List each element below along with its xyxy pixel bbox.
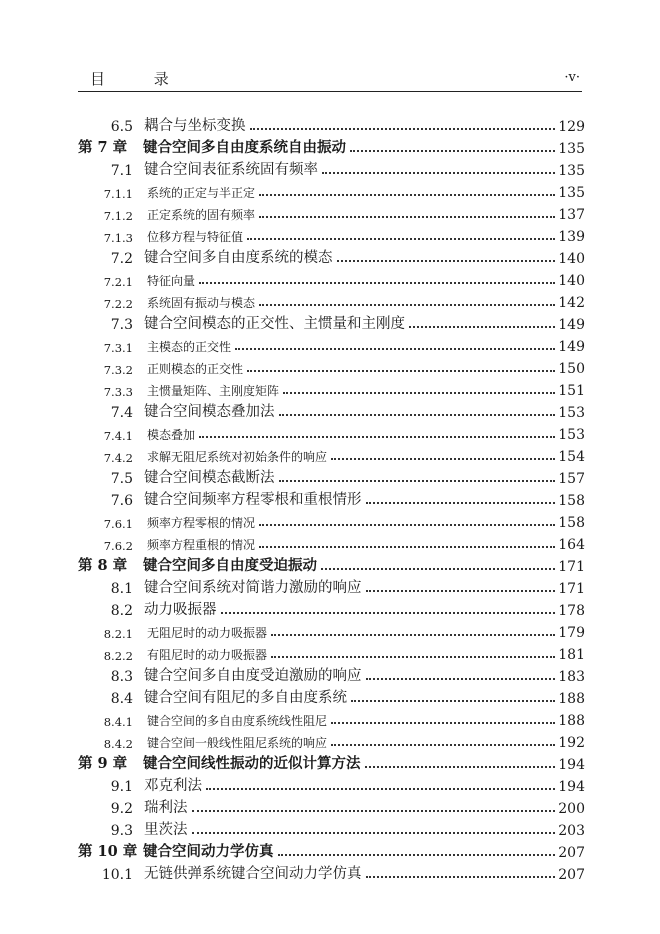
dot-leader [322,170,555,174]
toc-entry-page: 178 [558,603,585,619]
toc-entry-page: 200 [558,801,585,817]
toc-entry-number: 6.5 [110,119,133,135]
dot-leader [247,236,555,240]
toc-entry-page: 140 [558,251,585,267]
toc-chapter-row[interactable] [78,553,585,575]
toc-chapter-row[interactable] [78,751,585,773]
toc-entry-page: 153 [558,427,585,443]
toc-entry-number: 7.3.1 [103,341,133,355]
dot-leader [235,346,555,350]
toc-entry-title: 键合空间多自由度受迫激励的响应 [144,668,362,684]
toc-entry-title: 键合空间模态的正交性、主惯量和主刚度 [144,316,405,332]
toc-entry-page: 171 [558,559,585,575]
toc-entry-number: 7.1 [110,163,133,179]
dot-leader [331,720,555,724]
dot-leader [259,192,555,196]
toc-entry-title: 键合空间表征系统固有频率 [144,162,318,178]
dot-leader [221,610,556,614]
toc-entry-number: 9.3 [110,823,133,839]
toc-entry-number: 7.2.1 [103,275,133,289]
toc-entry-number: 7.1.2 [103,209,133,223]
toc-subsection-row[interactable] [78,443,585,465]
toc-section-row[interactable] [78,245,585,267]
dot-leader [350,148,555,152]
toc-entry-page: 207 [558,845,585,861]
header-rule [78,91,582,92]
toc-chapter-row[interactable] [78,135,585,157]
toc-entry-number: 7.6 [110,493,133,509]
toc-entry-number: 8.1 [110,581,133,597]
dot-leader [337,258,556,262]
toc-entry-number: 7.3.2 [103,363,133,377]
dot-leader [279,412,556,416]
dot-leader [271,632,555,636]
toc-entry-title: 系统的正定与半正定 [147,186,256,200]
toc-entry-page: 129 [558,119,585,135]
toc-entry-number: 10.1 [101,867,133,883]
toc-entry-page: 139 [558,229,585,245]
toc-entry-number: 8.2.1 [103,627,133,641]
toc-section-row[interactable] [78,795,585,817]
dot-leader [199,280,555,284]
page-number-roman: ·v· [564,70,580,85]
dot-leader [206,786,555,790]
dot-leader [278,852,556,856]
toc-entry-title: 有阻尼时的动力吸振器 [147,648,268,662]
toc-entry-page: 158 [558,515,585,531]
toc-subsection-row[interactable] [78,729,585,751]
toc-entry-page: 171 [558,581,585,597]
toc-entry-title: 无链供弹系统键合空间动力学仿真 [144,866,362,882]
toc-entry-number: 第 7 章 [78,139,128,156]
dot-leader [351,698,555,702]
toc-entry-number: 7.2.2 [103,297,133,311]
dot-leader [366,500,556,504]
toc-entry-page: 194 [558,779,585,795]
toc-entry-number: 7.3 [110,317,133,333]
dot-leader [366,588,556,592]
toc-section-row[interactable] [78,597,585,619]
toc-entry-title: 正则模态的正交性 [147,362,244,376]
toc-entry-title: 键合空间线性振动的近似计算方法 [143,755,361,772]
toc-entry-number: 8.4.2 [103,737,133,751]
toc-entry-title: 耦合与坐标变换 [144,118,246,134]
dot-leader [321,566,555,570]
dot-leader [250,126,556,130]
dot-leader [279,478,556,482]
toc-section-row[interactable] [78,861,585,883]
toc-entry-page: 137 [558,207,585,223]
toc-entry-number: 9.2 [110,801,133,817]
toc-subsection-row[interactable] [78,333,585,355]
toc-section-row[interactable] [78,399,585,421]
toc-subsection-row[interactable] [78,641,585,663]
toc-section-row[interactable] [78,311,585,333]
toc-section-row[interactable] [78,817,585,839]
toc-entry-title: 键合空间动力学仿真 [143,843,274,860]
toc-entry-page: 154 [558,449,585,465]
toc-entry-number: 7.3.3 [103,385,133,399]
toc-subsection-row[interactable] [78,421,585,443]
toc-entry-number: 9.1 [110,779,133,795]
dot-leader [247,368,555,372]
toc-subsection-row[interactable] [78,267,585,289]
toc-entry-page: 188 [558,713,585,729]
toc-entry-page: 153 [558,405,585,421]
toc-entry-number: 8.4.1 [103,715,133,729]
toc-entry-number: 7.4.1 [103,429,133,443]
toc-entry-title: 求解无阻尼系统对初始条件的响应 [147,450,328,464]
toc-subsection-row[interactable] [78,223,585,245]
toc-subsection-row[interactable] [78,179,585,201]
toc-subsection-row[interactable] [78,201,585,223]
toc-entry-title: 模态叠加 [147,428,196,442]
toc-entry-title: 键合空间多自由度受迫振动 [143,557,317,574]
toc-subsection-row[interactable] [78,289,585,311]
toc-entry-page: 142 [558,295,585,311]
toc-section-row[interactable] [78,663,585,685]
toc-entry-page: 164 [558,537,585,553]
toc-entry-number: 7.1.1 [103,187,133,201]
toc-entry-number: 第 10 章 [78,843,138,860]
toc-entry-page: 158 [558,493,585,509]
dot-leader [259,302,555,306]
toc-entry-title: 键合空间模态叠加法 [144,404,275,420]
dot-leader [366,676,556,680]
toc-entry-page: 183 [558,669,585,685]
dot-leader [259,214,555,218]
toc-entry-number: 7.1.3 [103,231,133,245]
toc-entry-title: 键合空间频率方程零根和重根情形 [144,492,362,508]
toc-entry-page: 181 [558,647,585,663]
toc-section-row[interactable] [78,685,585,707]
toc-section-row[interactable] [78,113,585,135]
table-of-contents [78,113,585,883]
toc-subsection-row[interactable] [78,707,585,729]
toc-entry-title: 键合空间有阻尼的多自由度系统 [144,690,347,706]
toc-entry-title: 键合空间一般线性阻尼系统的响应 [147,736,328,750]
toc-entry-page: 157 [558,471,585,487]
toc-entry-number: 7.6.2 [103,539,133,553]
dot-leader [331,742,555,746]
header-title: 目 录 [90,70,191,88]
toc-section-row[interactable] [78,575,585,597]
toc-entry-page: 135 [558,163,585,179]
toc-entry-page: 192 [558,735,585,751]
dot-leader [192,830,556,834]
toc-entry-title: 邓克利法 [144,778,202,794]
dot-leader [283,390,555,394]
toc-entry-title: 系统固有振动与模态 [147,296,256,310]
toc-entry-number: 8.2 [110,603,133,619]
toc-entry-page: 179 [558,625,585,641]
toc-entry-page: 151 [558,383,585,399]
toc-section-row[interactable] [78,487,585,509]
toc-entry-title: 位移方程与特征值 [147,230,244,244]
toc-entry-page: 135 [558,141,585,157]
toc-entry-number: 7.5 [110,471,133,487]
toc-entry-page: 140 [558,273,585,289]
toc-entry-number: 7.4.2 [103,451,133,465]
toc-entry-number: 8.3 [110,669,133,685]
toc-subsection-row[interactable] [78,355,585,377]
toc-entry-page: 149 [558,339,585,355]
toc-section-row[interactable] [78,157,585,179]
toc-entry-page: 135 [558,185,585,201]
dot-leader [366,874,556,878]
toc-entry-number: 8.2.2 [103,649,133,663]
toc-section-row[interactable] [78,773,585,795]
toc-entry-title: 键合空间模态截断法 [144,470,275,486]
dot-leader [259,544,555,548]
dot-leader [331,456,555,460]
dot-leader [365,764,556,768]
toc-chapter-row[interactable] [78,839,585,861]
toc-entry-title: 主模态的正交性 [147,340,232,354]
toc-entry-title: 键合空间多自由度系统自由振动 [143,139,346,156]
dot-leader [259,522,555,526]
toc-entry-title: 频率方程重根的情况 [147,538,256,552]
toc-entry-title: 特征向量 [147,274,196,288]
toc-entry-number: 第 8 章 [78,557,128,574]
toc-entry-page: 150 [558,361,585,377]
toc-entry-title: 主惯量矩阵、主刚度矩阵 [147,384,280,398]
toc-entry-number: 7.4 [110,405,133,421]
toc-entry-number: 8.4 [110,691,133,707]
toc-entry-page: 207 [558,867,585,883]
toc-entry-title: 瑞利法 [144,800,188,816]
toc-entry-title: 里茨法 [144,822,188,838]
toc-entry-title: 键合空间多自由度系统的模态 [144,250,333,266]
toc-section-row[interactable] [78,465,585,487]
toc-entry-title: 正定系统的固有频率 [147,208,256,222]
toc-subsection-row[interactable] [78,377,585,399]
toc-entry-title: 键合空间的多自由度系统线性阻尼 [147,714,328,728]
running-header [78,64,582,92]
toc-entry-page: 194 [558,757,585,773]
toc-entry-title: 动力吸振器 [144,602,217,618]
toc-entry-number: 7.2 [110,251,133,267]
toc-entry-number: 第 9 章 [78,755,128,772]
dot-leader [199,434,555,438]
toc-entry-title: 键合空间系统对简谐力激励的响应 [144,580,362,596]
toc-entry-title: 无阻尼时的动力吸振器 [147,626,268,640]
toc-entry-page: 203 [558,823,585,839]
toc-entry-page: 149 [558,317,585,333]
toc-entry-number: 7.6.1 [103,517,133,531]
toc-subsection-row[interactable] [78,509,585,531]
dot-leader [271,654,555,658]
toc-subsection-row[interactable] [78,531,585,553]
toc-entry-title: 频率方程零根的情况 [147,516,256,530]
toc-entry-page: 188 [558,691,585,707]
dot-leader [409,324,555,328]
dot-leader [192,808,556,812]
toc-subsection-row[interactable] [78,619,585,641]
